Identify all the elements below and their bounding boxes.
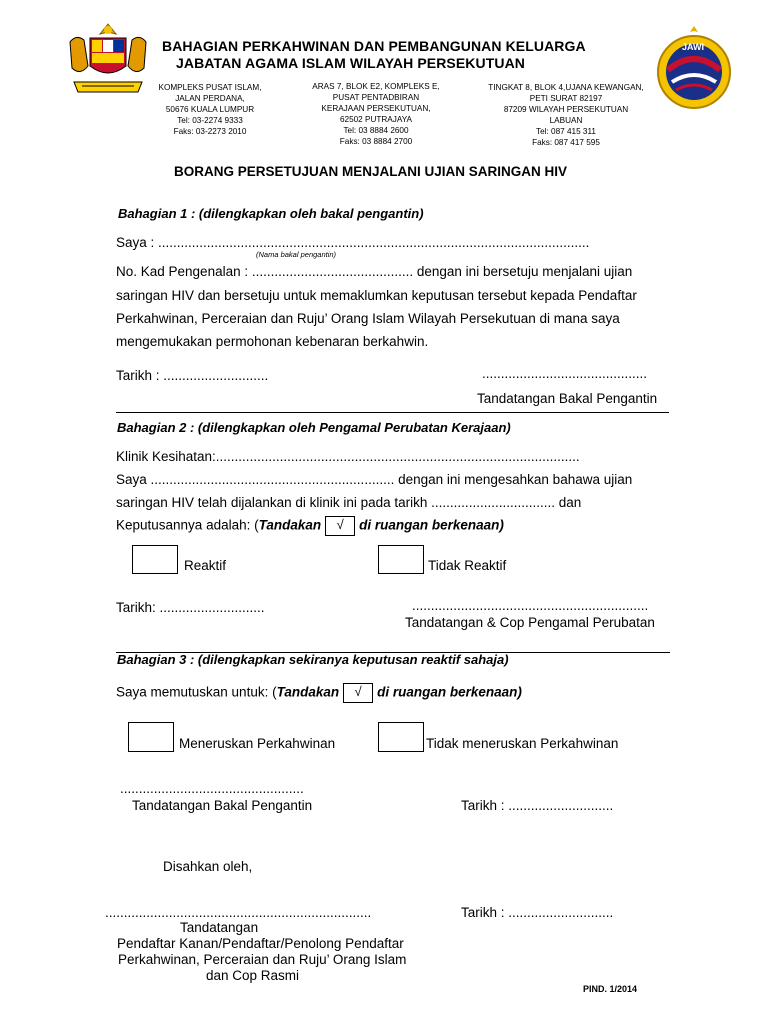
decision-instruction [116,683,522,703]
address-line: 87209 WILAYAH PERSEKUTUAN [503,105,629,114]
doctor-name-field[interactable]: Saya ................................................................. dengan ini mengesahkan bahawa ujian [116,472,633,487]
name-field[interactable]: Saya : ................................................................................................................... [116,235,590,250]
section-2-date-field[interactable]: Tarikh: ............................ [116,600,265,615]
address-line: Faks: 087 417 595 [532,138,600,147]
address-line: Faks: 03-2273 2010 [173,127,247,136]
jawi-logo [654,22,734,114]
address-line: KOMPLEKS PUSAT ISLAM, [158,83,262,92]
registrar-title-line: Perkahwinan, Perceraian dan Ruju’ Orang Islam [118,952,407,967]
tick-sample-box: √ [343,683,373,703]
section-3-date-field[interactable]: Tarikh : ............................ [461,798,614,813]
reaktif-checkbox[interactable] [132,545,178,574]
decision-instruction-prefix: Saya memutuskan untuk: ( [116,684,277,700]
registrar-date-field[interactable]: Tarikh : ............................ [461,905,614,920]
decision-instruction-tandakan: Tandakan [276,684,340,700]
tidak-meneruskan-label: Tidak meneruskan Perkahwinan [426,736,619,751]
address-line: 50676 KUALA LUMPUR [165,105,255,114]
header-line-1: BAHAGIAN PERKAHWINAN DAN PEMBANGUNAN KELUARGA [162,38,586,54]
decision-instruction-suffix: di ruangan berkenaan) [377,684,522,700]
disahkan-label: Disahkan oleh, [163,859,253,874]
ic-number-field[interactable]: No. Kad Pengenalan : ........................................... dengan ini bersetuju menjalani ujian [116,264,633,279]
form-code: PIND. 1/2014 [583,984,638,994]
jawi-logo-text: JAWI [682,42,705,52]
clinic-field[interactable]: Klinik Kesihatan:................................................................................................. [116,449,580,464]
section-3-signature-label: Tandatangan Bakal Pengantin [132,798,313,813]
address-line: ARAS 7, BLOK E2, KOMPLEKS E, [312,82,440,91]
registrar-title-line: dan Cop Rasmi [206,968,300,983]
meneruskan-checkbox[interactable] [128,722,174,752]
section-1-date-field[interactable]: Tarikh : ............................ [116,368,269,383]
address-line: 62502 PUTRAJAYA [339,115,413,124]
form-title: BORANG PERSETUJUAN MENJALANI UJIAN SARINGAN HIV [174,164,568,179]
header-line-2: JABATAN AGAMA ISLAM WILAYAH PERSEKUTUAN [176,55,525,71]
section-2-signature-label: Tandatangan & Cop Pengamal Perubatan [405,615,655,630]
section-1-signature-label: Tandatangan Bakal Pengantin [477,391,658,406]
section-1-heading: Bahagian 1 : (dilengkapkan oleh bakal pengantin) [118,206,424,221]
consent-text-line: saringan HIV dan bersetuju untuk memaklumkan keputusan tersebut kepada Pendaftar [116,288,637,303]
coat-of-arms-logo [62,20,154,100]
result-instruction-suffix: di ruangan berkenaan) [359,517,504,533]
reaktif-label: Reaktif [184,558,227,573]
address-labuan [480,82,652,148]
result-instruction-prefix: Keputusannya adalah: ( [116,517,259,533]
consent-text-line: mengemukakan permohonan kebenaran berkahwin. [116,334,429,349]
name-field-hint: (Nama bakal pengantin) [256,250,337,259]
address-kuala-lumpur [150,82,270,137]
address-line: TINGKAT 8, BLOK 4,UJANA KEWANGAN, [488,83,644,92]
registrar-title-line: Pendaftar Kanan/Pendaftar/Penolong Pendaftar [117,936,404,951]
registrar-signature-field[interactable]: ....................................................................... [105,905,372,920]
address-line: JALAN PERDANA, [175,94,245,103]
address-line: LABUAN [549,116,583,125]
address-line: Tel: 03-2274 9333 [177,116,243,125]
consent-text-line: Perkahwinan, Perceraian dan Ruju’ Orang Islam Wilayah Persekutuan di mana saya [116,311,620,326]
divider [116,412,669,413]
section-1-signature-field[interactable]: ............................................ [482,366,648,381]
test-date-field[interactable]: saringan HIV telah dijalankan di klinik ini pada tarikh ................................. dan [116,495,582,510]
address-line: Tel: 03 8884 2600 [343,126,409,135]
meneruskan-label: Meneruskan Perkahwinan [179,736,336,751]
address-putrajaya [306,81,446,147]
result-instruction-tandakan: Tandakan [258,517,322,533]
address-line: KERAJAAN PERSEKUTUAN, [321,104,431,113]
section-2-heading: Bahagian 2 : (dilengkapkan oleh Pengamal Perubatan Kerajaan) [117,420,511,435]
tick-sample-box: √ [325,516,355,536]
address-line: PETI SURAT 82197 [529,94,603,103]
tidak-reaktif-checkbox[interactable] [378,545,424,574]
address-line: PUSAT PENTADBIRAN [332,93,420,102]
section-3-signature-field[interactable]: ................................................. [120,781,304,796]
section-2-signature-field[interactable]: ............................................................... [412,598,649,613]
tidak-meneruskan-checkbox[interactable] [378,722,424,752]
address-line: Tel: 087 415 311 [536,127,596,136]
tidak-reaktif-label: Tidak Reaktif [428,558,507,573]
address-line: Faks: 03 8884 2700 [339,137,413,146]
registrar-signature-label: Tandatangan [180,920,259,935]
section-3-heading: Bahagian 3 : (dilengkapkan sekiranya keputusan reaktif sahaja) [117,652,509,667]
result-instruction [116,516,504,536]
